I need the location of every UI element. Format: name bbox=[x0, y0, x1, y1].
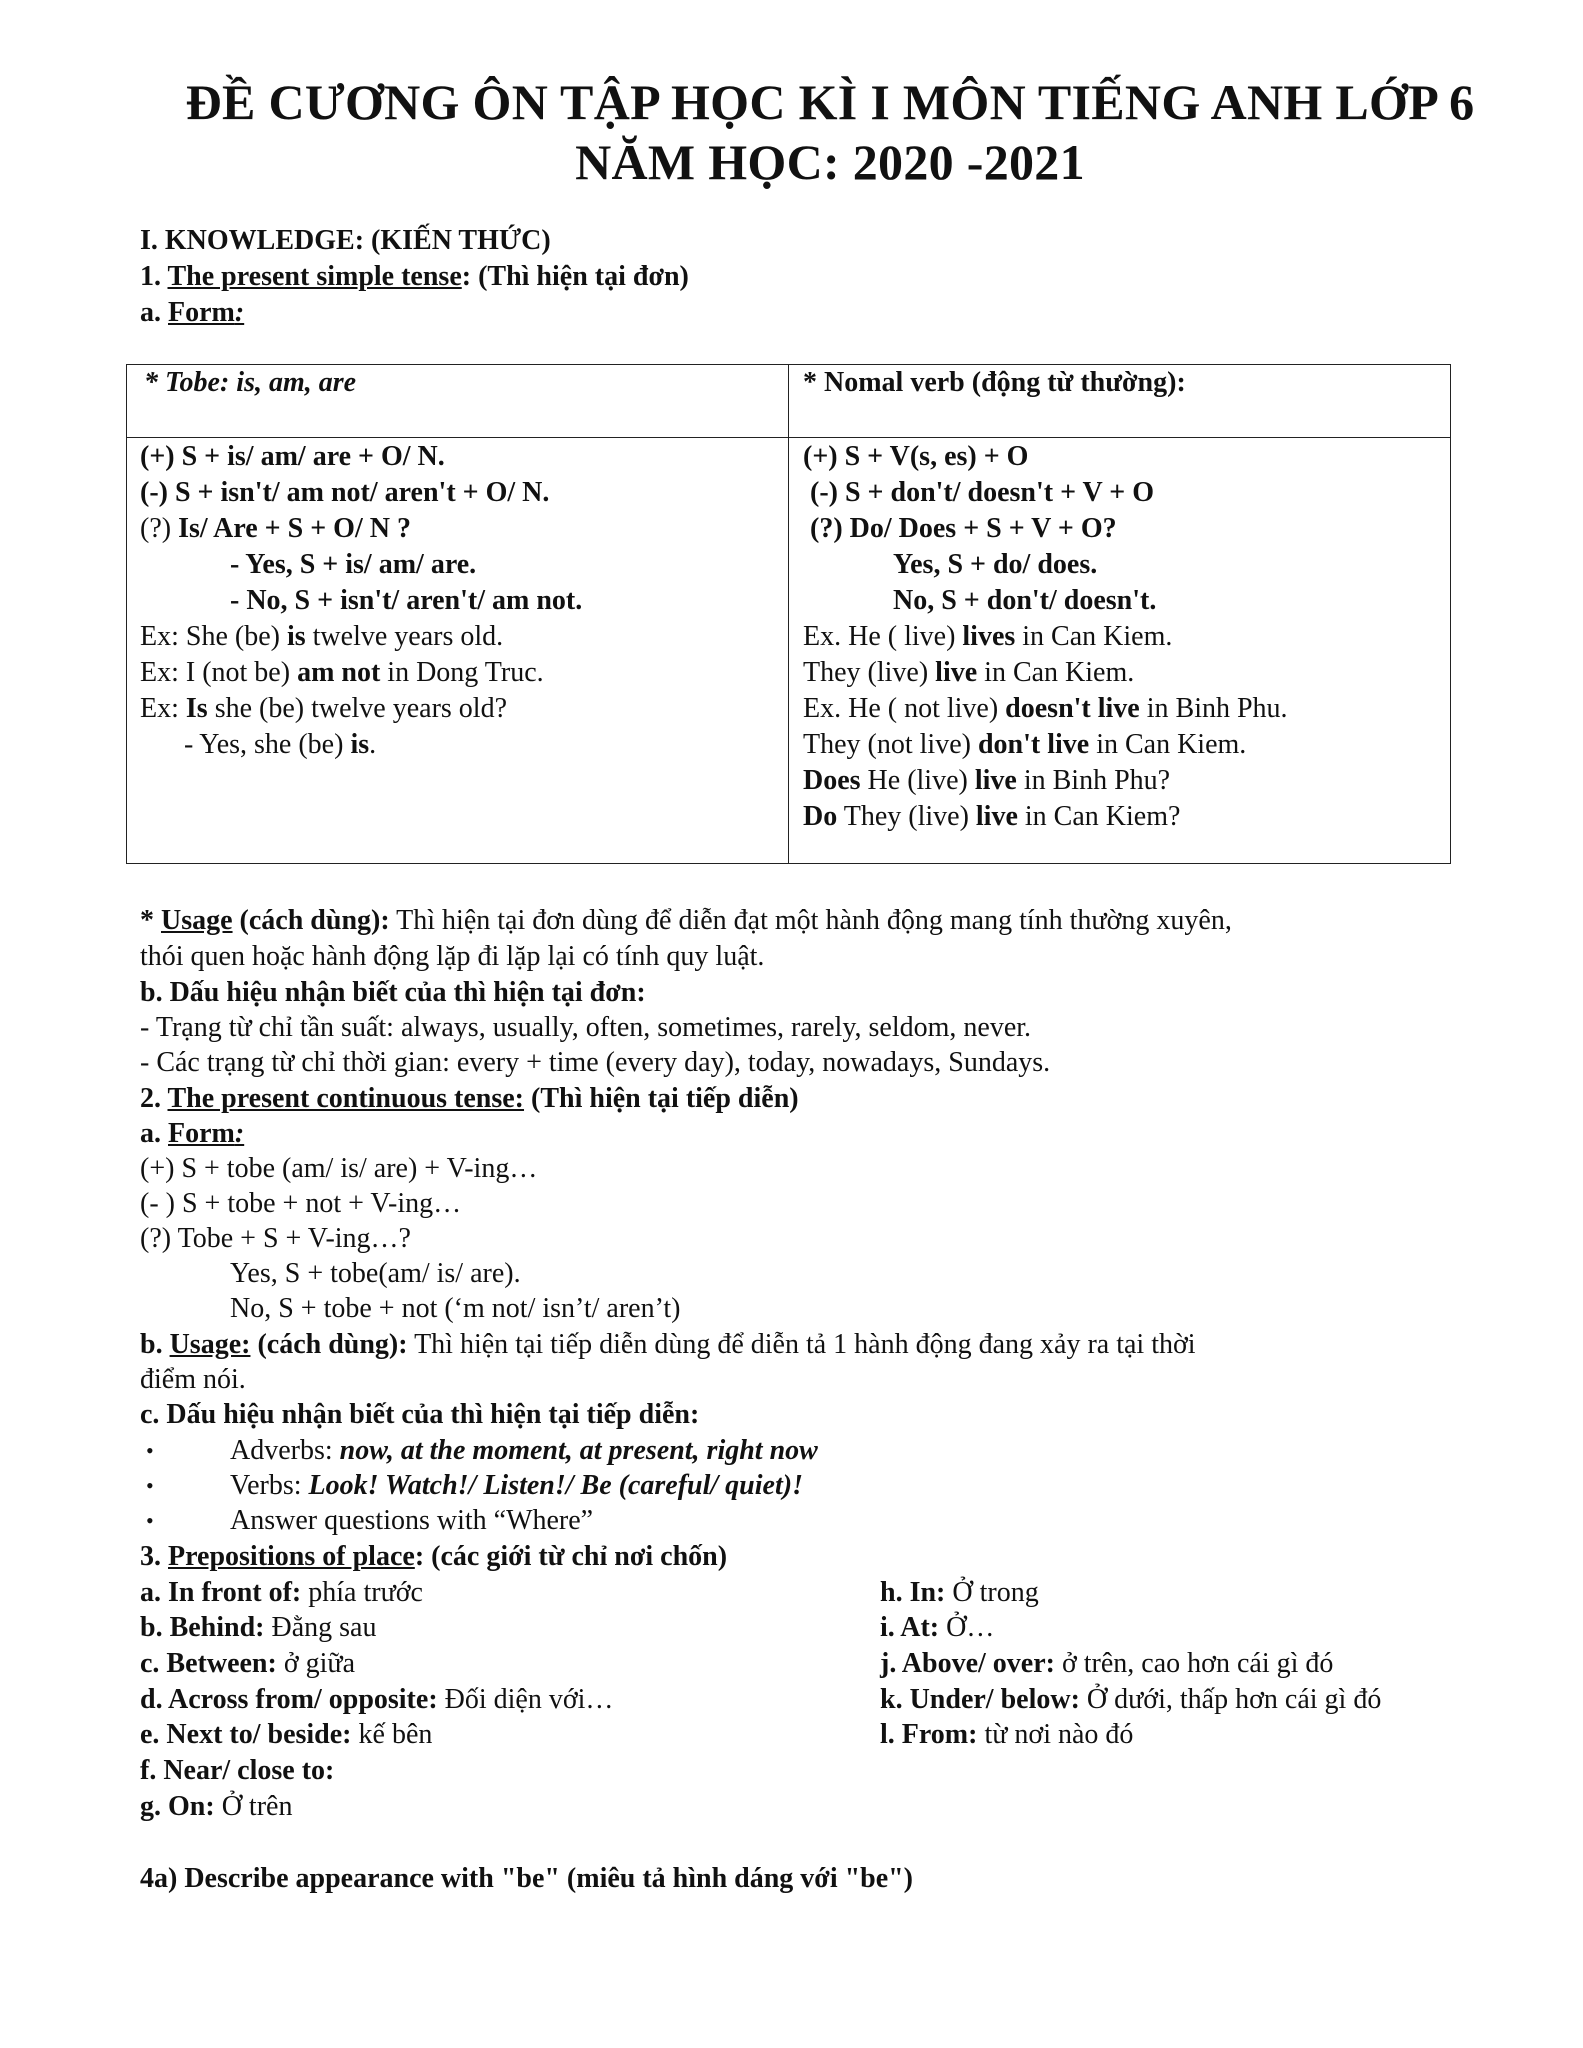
preposition-meaning: Đối diện với… bbox=[437, 1684, 614, 1715]
example-verb: don't live bbox=[977, 729, 1090, 760]
example-text: in Can Kiem. bbox=[1015, 621, 1173, 652]
preposition-term: j. Above/ over: bbox=[880, 1648, 1055, 1679]
bullet-dot: • bbox=[146, 1438, 154, 1463]
bullet-value: now, at the moment, at present, right now bbox=[339, 1435, 818, 1466]
document-title-line-2: NĂM HỌC: 2020 -2021 bbox=[575, 134, 1085, 190]
preposition-meaning: Ở trong bbox=[945, 1577, 1039, 1608]
verb-yes-answer: Yes, S + do/ does. bbox=[893, 549, 1098, 580]
preposition-term: f. Near/ close to: bbox=[140, 1755, 335, 1786]
section-1-heading bbox=[140, 260, 689, 294]
tobe-negative-form: (-) S + isn't/ am not/ aren't + O/ N. bbox=[140, 477, 550, 508]
usage-text: Thì hiện tại đơn dùng để diễn đạt một hành động mang tính thường xuyên, bbox=[389, 905, 1232, 936]
example-text: They (not live) bbox=[803, 729, 978, 760]
preposition-meaning: Ở… bbox=[939, 1612, 995, 1643]
signs-present-simple-heading: b. Dấu hiệu nhận biết của thì hiện tại đơn: bbox=[140, 977, 646, 1008]
bullet-label: Adverbs: bbox=[230, 1435, 340, 1466]
section-1-number: 1. bbox=[140, 261, 168, 292]
example-text: in Can Kiem? bbox=[1017, 801, 1181, 832]
table-header-normal-verb: * Nomal verb (động từ thường): bbox=[803, 367, 1186, 398]
continuous-no-answer: No, S + tobe + not (‘m not/ isn’t/ aren’t) bbox=[230, 1293, 681, 1324]
example-text: Ex: I (not be) bbox=[140, 657, 298, 688]
example-verb: is bbox=[350, 729, 370, 760]
section-1-name: The present simple tense bbox=[167, 261, 462, 292]
section-2-form-label bbox=[140, 1117, 244, 1151]
example-text: in Dong Truc. bbox=[380, 657, 544, 688]
preposition-item bbox=[140, 1611, 376, 1645]
preposition-meaning: phía trước bbox=[301, 1577, 423, 1608]
verb-negative-form: (-) S + don't/ doesn't + V + O bbox=[810, 477, 1154, 508]
table-column-divider bbox=[788, 365, 789, 863]
example-text: Ex: She (be) bbox=[140, 621, 287, 652]
usage-label: Usage: bbox=[169, 1329, 251, 1360]
example-text: He (live) bbox=[860, 765, 975, 796]
preposition-term: c. Between: bbox=[140, 1648, 277, 1679]
example-verb: lives bbox=[962, 621, 1016, 652]
verb-example-3 bbox=[803, 692, 1288, 726]
example-text: in Binh Phu. bbox=[1139, 693, 1288, 724]
preposition-item bbox=[880, 1647, 1333, 1681]
preposition-meaning: Đằng sau bbox=[264, 1612, 377, 1643]
verb-question-form: (?) Do/ Does + S + V + O? bbox=[810, 513, 1117, 544]
question-marker: (?) bbox=[140, 513, 179, 544]
section-2-heading bbox=[140, 1082, 799, 1116]
example-text: Ex. He ( live) bbox=[803, 621, 963, 652]
usage-present-simple bbox=[140, 904, 1232, 938]
usage-present-simple-cont: thói quen hoặc hành động lặp đi lặp lại có tính quy luật. bbox=[140, 941, 765, 972]
form-word: Form bbox=[168, 297, 235, 328]
tobe-example-3 bbox=[140, 692, 507, 726]
form-prefix: a. bbox=[140, 297, 168, 328]
example-verb: Is bbox=[185, 693, 208, 724]
usage-label-rest: (cách dùng): bbox=[250, 1329, 408, 1360]
section-1-rest: : (Thì hiện tại đơn) bbox=[461, 261, 689, 292]
verb-no-answer: No, S + don't/ doesn't. bbox=[893, 585, 1157, 616]
document-title-line-1: ĐỀ CƯƠNG ÔN TẬP HỌC KÌ I MÔN TIẾNG ANH LỚP 6 bbox=[185, 74, 1475, 130]
tobe-example-2 bbox=[140, 656, 544, 690]
example-verb: live bbox=[935, 657, 978, 688]
tobe-yes-answer: - Yes, S + is/ am/ are. bbox=[230, 549, 477, 580]
verb-example-2 bbox=[803, 656, 1134, 690]
preposition-term: k. Under/ below: bbox=[880, 1684, 1080, 1715]
verb-example-5 bbox=[803, 764, 1170, 798]
example-verb: am not bbox=[297, 657, 381, 688]
preposition-meaning: ở trên, cao hơn cái gì đó bbox=[1054, 1648, 1334, 1679]
example-text: in Can Kiem. bbox=[1089, 729, 1247, 760]
section-3-heading bbox=[140, 1540, 727, 1574]
preposition-meaning: Ở trên bbox=[214, 1791, 293, 1822]
example-verb: live bbox=[975, 801, 1018, 832]
preposition-item bbox=[140, 1754, 334, 1788]
preposition-term: i. At: bbox=[880, 1612, 940, 1643]
usage-label-rest: (cách dùng): bbox=[232, 905, 390, 936]
section-3-name: Prepositions of place bbox=[168, 1541, 415, 1572]
section-2-name: The present continuous tense: bbox=[167, 1083, 525, 1114]
preposition-term: d. Across from/ opposite: bbox=[140, 1684, 438, 1715]
tobe-example-4 bbox=[184, 728, 376, 762]
preposition-item bbox=[140, 1683, 613, 1717]
form-prefix: a. bbox=[140, 1118, 168, 1149]
preposition-item bbox=[140, 1790, 292, 1824]
preposition-item bbox=[880, 1611, 994, 1645]
knowledge-heading: I. KNOWLEDGE: (KIẾN THỨC) bbox=[140, 225, 551, 256]
bullet-label: Verbs: bbox=[230, 1470, 309, 1501]
preposition-term: e. Next to/ beside: bbox=[140, 1719, 352, 1750]
usage-present-continuous-cont: điểm nói. bbox=[140, 1364, 246, 1395]
example-text: she (be) twelve years old? bbox=[207, 693, 508, 724]
usage-star: * bbox=[140, 905, 161, 936]
continuous-question-form: (?) Tobe + S + V-ing…? bbox=[140, 1223, 411, 1254]
table-header-divider bbox=[127, 437, 1450, 438]
continuous-positive-form: (+) S + tobe (am/ is/ are) + V-ing… bbox=[140, 1153, 538, 1184]
tobe-example-1 bbox=[140, 620, 503, 654]
example-text: Ex. He ( not live) bbox=[803, 693, 1006, 724]
signs-adverbs-item bbox=[230, 1434, 818, 1468]
preposition-item bbox=[880, 1576, 1039, 1610]
usage-prefix: b. bbox=[140, 1329, 170, 1360]
verb-example-1 bbox=[803, 620, 1172, 654]
preposition-meaning: ở giữa bbox=[276, 1648, 356, 1679]
preposition-item bbox=[140, 1718, 432, 1752]
section-2-rest: (Thì hiện tại tiếp diễn) bbox=[524, 1083, 799, 1114]
verb-positive-form: (+) S + V(s, es) + O bbox=[803, 441, 1029, 472]
preposition-meaning: kế bên bbox=[351, 1719, 433, 1750]
example-text: Ex: bbox=[140, 693, 186, 724]
section-2-number: 2. bbox=[140, 1083, 168, 1114]
usage-present-continuous bbox=[140, 1328, 1196, 1362]
bullet-value: Look! Watch!/ Listen!/ Be (careful/ quiet)! bbox=[308, 1470, 803, 1501]
tobe-question-form bbox=[140, 512, 411, 546]
signs-frequency-adverbs: - Trạng từ chỉ tần suất: always, usually, often, sometimes, rarely, seldom, never. bbox=[140, 1012, 1032, 1043]
bullet-dot: • bbox=[146, 1473, 154, 1498]
signs-present-continuous-heading: c. Dấu hiệu nhận biết của thì hiện tại tiếp diễn: bbox=[140, 1399, 700, 1430]
example-text: - Yes, she (be) bbox=[184, 729, 351, 760]
preposition-term: b. Behind: bbox=[140, 1612, 265, 1643]
section-3-number: 3. bbox=[140, 1541, 168, 1572]
preposition-item bbox=[880, 1683, 1381, 1717]
example-verb: doesn't live bbox=[1005, 693, 1140, 724]
usage-text: Thì hiện tại tiếp diễn dùng để diễn tả 1 hành động đang xảy ra tại thời bbox=[407, 1329, 1196, 1360]
example-auxiliary: Does bbox=[803, 765, 861, 796]
signs-time-adverbs: - Các trạng từ chỉ thời gian: every + time (every day), today, nowadays, Sundays. bbox=[140, 1047, 1051, 1078]
example-verb: is bbox=[286, 621, 306, 652]
preposition-term: h. In: bbox=[880, 1577, 946, 1608]
table-header-tobe: * Tobe: is, am, are bbox=[144, 367, 357, 398]
continuous-yes-answer: Yes, S + tobe(am/ is/ are). bbox=[230, 1258, 521, 1289]
signs-verbs-item bbox=[230, 1469, 803, 1503]
example-text: . bbox=[369, 729, 377, 760]
bullet-dot: • bbox=[146, 1508, 154, 1533]
section-1-form-label bbox=[140, 296, 244, 330]
example-text: They (live) bbox=[837, 801, 976, 832]
form-colon: : bbox=[234, 1118, 245, 1149]
preposition-term: l. From: bbox=[880, 1719, 978, 1750]
usage-label: Usage bbox=[161, 905, 233, 936]
verb-example-6 bbox=[803, 800, 1180, 834]
example-text: in Binh Phu? bbox=[1016, 765, 1171, 796]
section-4a-heading: 4a) Describe appearance with "be" (miêu tả hình dáng với "be") bbox=[140, 1863, 914, 1894]
preposition-item bbox=[140, 1576, 423, 1610]
form-word: Form bbox=[168, 1118, 235, 1149]
preposition-item bbox=[880, 1718, 1133, 1752]
preposition-meaning: từ nơi nào đó bbox=[977, 1719, 1134, 1750]
tobe-no-answer: - No, S + isn't/ aren't/ am not. bbox=[230, 585, 583, 616]
example-text: They (live) bbox=[803, 657, 936, 688]
question-formula: Is/ Are + S + O/ N ? bbox=[178, 513, 411, 544]
continuous-negative-form: (- ) S + tobe + not + V-ing… bbox=[140, 1188, 462, 1219]
preposition-term: g. On: bbox=[140, 1791, 215, 1822]
preposition-term: a. In front of: bbox=[140, 1577, 302, 1608]
example-text: twelve years old. bbox=[305, 621, 504, 652]
example-text: in Can Kiem. bbox=[977, 657, 1135, 688]
preposition-meaning: Ở dưới, thấp hơn cái gì đó bbox=[1079, 1684, 1382, 1715]
example-verb: live bbox=[974, 765, 1017, 796]
form-colon: : bbox=[234, 297, 245, 328]
signs-where-item: Answer questions with “Where” bbox=[230, 1505, 594, 1536]
preposition-item bbox=[140, 1647, 355, 1681]
verb-example-4 bbox=[803, 728, 1246, 762]
example-auxiliary: Do bbox=[803, 801, 838, 832]
section-3-rest: : (các giới từ chỉ nơi chốn) bbox=[414, 1541, 728, 1572]
tobe-positive-form: (+) S + is/ am/ are + O/ N. bbox=[140, 441, 445, 472]
